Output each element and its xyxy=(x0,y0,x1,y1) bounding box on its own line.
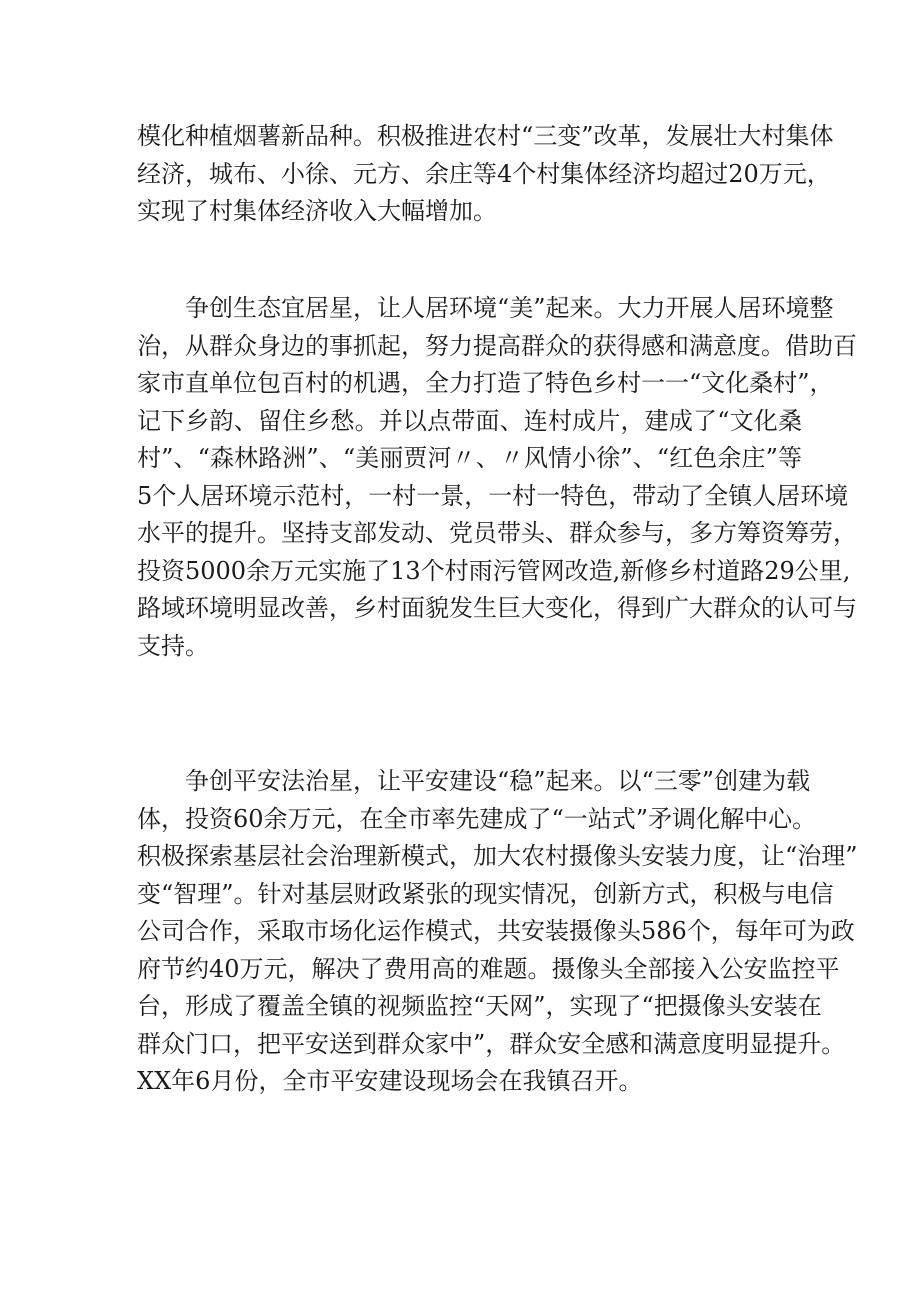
text-line: 争创平安法治星，让平安建设“稳”起来。以“三零”创建为载 xyxy=(185,767,811,795)
text-line: 记下乡韵、留住乡愁。并以点带面、连村成片，建成了“文化桑 xyxy=(137,406,802,435)
text-line: 台，形成了覆盖全镇的视频监控“天网”，实现了“把摄像头安装在 xyxy=(137,992,822,1020)
text-line: 争创生态宜居星，让人居环境“美”起来。大力开展人居环境整 xyxy=(185,294,834,322)
text-line: 积极探索基层社会治理新模式，加大农村摄像头安装力度，让“治理” xyxy=(137,842,858,870)
text-line: 5个人居环境示范村，一村一景，一村一特色，带动了全镇人居环境 xyxy=(137,481,849,510)
text-line: 支持。 xyxy=(137,631,209,660)
text-line: 路域环境明显改善，乡村面貌发生巨大变化，得到广大群众的认可与 xyxy=(137,594,857,622)
text-line: 模化种植烟薯新品种。积极推进农村“三变”改革，发展壮大村集体 xyxy=(137,122,834,150)
text-line: 经济，城布、小徐、元方、余庄等4个村集体经济均超过20万元， xyxy=(137,159,831,188)
text-line: 水平的提升。坚持支部发动、党员带头、群众参与，多方筹资筹劳， xyxy=(137,519,857,547)
text-line: 治，从群众身边的事抓起，努力提高群众的获得感和满意度。借助百 xyxy=(137,331,857,360)
text-line: 群众门口，把平安送到群众家中”，群众安全感和满意度明显提升。 xyxy=(137,1029,846,1058)
text-line: XX年6月份，全市平安建设现场会在我镇召开。 xyxy=(137,1067,643,1095)
paragraph-ecological-livable xyxy=(137,290,857,665)
text-line: 实现了村集体经济收入大幅增加。 xyxy=(137,197,497,225)
text-line: 公司合作，采取市场化运作模式，共安装摄像头586个，每年可为政 xyxy=(137,917,855,945)
text-line: 村”、“森林路洲”、“美丽贾河〃、〃风情小徐”、“红色余庄”等 xyxy=(137,444,802,472)
paragraph-village-economy xyxy=(137,118,834,231)
text-line: 变“智理”。针对基层财政紧张的现实情况，创新方式，积极与电信 xyxy=(137,879,834,908)
text-line: 体，投资60余万元，在全市率先建成了“一站式”矛调化解中心。 xyxy=(137,804,817,833)
text-line: 家市直单位包百村的机遇，全力打造了特色乡村一一“文化桑村”， xyxy=(137,369,834,397)
text-line: 府节约40万元，解决了费用高的难题。摄像头全部接入公安监控平 xyxy=(137,954,840,983)
paragraph-safety-rule-of-law xyxy=(137,763,858,1101)
text-line: 投资5000余万元实施了13个村雨污管网改造,新修乡村道路29公里, xyxy=(137,556,851,585)
